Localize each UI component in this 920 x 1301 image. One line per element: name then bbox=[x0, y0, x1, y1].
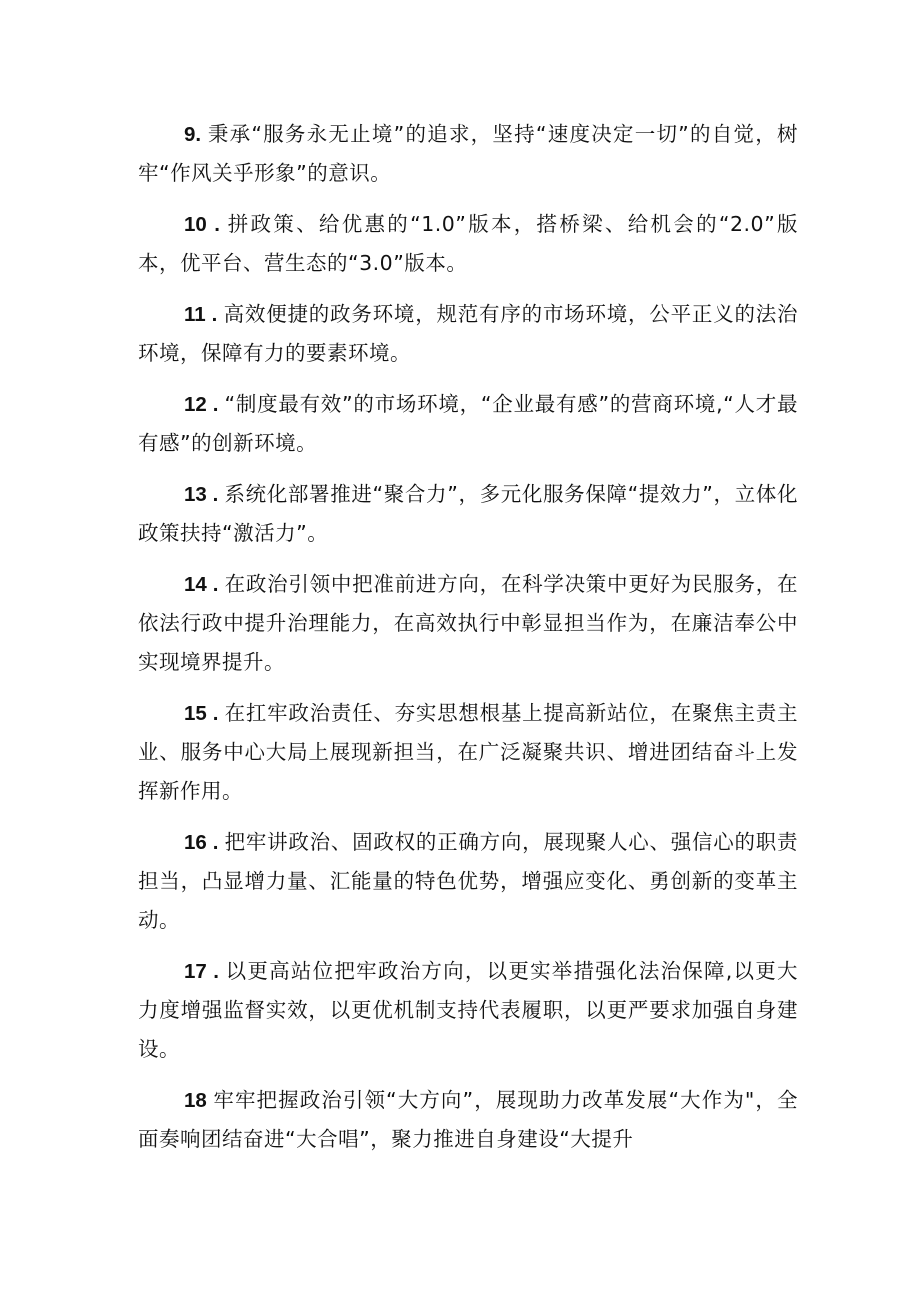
paragraph-15 bbox=[138, 694, 798, 811]
paragraph-text: 系统化部署推进“聚合力”，多元化服务保障“提效力”，立体化政策扶持“激活力”。 bbox=[138, 482, 798, 545]
paragraph-number: 13 . bbox=[184, 483, 219, 506]
paragraph-13 bbox=[138, 475, 798, 553]
paragraph-number: 9. bbox=[184, 123, 202, 146]
paragraph-number: 17 . bbox=[184, 960, 219, 983]
paragraph-number: 16 . bbox=[184, 831, 219, 854]
paragraph-9 bbox=[138, 115, 798, 193]
paragraph-text: 高效便捷的政务环境，规范有序的市场环境，公平正义的法治环境，保障有力的要素环境。 bbox=[138, 302, 799, 365]
paragraph-12 bbox=[138, 385, 798, 463]
paragraph-11 bbox=[138, 295, 798, 373]
paragraph-text: “制度最有效”的市场环境，“企业最有感”的营商环境,“人才最有感”的创新环境。 bbox=[138, 392, 798, 455]
paragraph-number: 15 . bbox=[184, 702, 219, 725]
paragraph-16 bbox=[138, 823, 798, 940]
paragraph-number: 14 . bbox=[184, 573, 219, 596]
paragraph-text: 在扛牢政治责任、夯实思想根基上提高新站位，在聚焦主责主业、服务中心大局上展现新担当，在广泛凝聚共识、增进团结奋斗上发挥新作用。 bbox=[138, 701, 798, 803]
paragraph-text: 把牢讲政治、固政权的正确方向，展现聚人心、强信心的职责担当，凸显增力量、汇能量的特色优势，增强应变化、勇创新的变革主动。 bbox=[138, 830, 798, 932]
paragraph-14 bbox=[138, 565, 798, 682]
paragraph-10 bbox=[138, 205, 798, 283]
paragraph-text: 以更高站位把牢政治方向，以更实举措强化法治保障,以更大力度增强监督实效，以更优机制支持代表履职，以更严要求加强自身建设。 bbox=[138, 959, 798, 1061]
paragraph-17 bbox=[138, 952, 798, 1069]
paragraph-text: 牢牢把握政治引领“大方向”，展现助力改革发展“大作为"，全面奏响团结奋进“大合唱”，聚力推进自身建设“大提升 bbox=[138, 1088, 798, 1151]
paragraph-text: 拼政策、给优惠的“1.0”版本，搭桥梁、给机会的“2.0”版本，优平台、营生态的“3.0”版本。 bbox=[138, 212, 798, 275]
paragraph-text: 在政治引领中把准前进方向，在科学决策中更好为民服务，在依法行政中提升治理能力，在高效执行中彰显担当作为，在廉洁奉公中实现境界提升。 bbox=[138, 572, 798, 674]
document-body bbox=[138, 115, 798, 1171]
paragraph-number: 12 . bbox=[184, 393, 219, 416]
paragraph-number: 11 . bbox=[184, 303, 218, 326]
paragraph-18 bbox=[138, 1081, 798, 1159]
paragraph-number: 18 bbox=[184, 1089, 207, 1112]
paragraph-number: 10 . bbox=[184, 213, 220, 236]
paragraph-text: 秉承“服务永无止境”的追求，坚持“速度决定一切”的自觉，树牢“作风关乎形象”的意识。 bbox=[138, 122, 798, 185]
